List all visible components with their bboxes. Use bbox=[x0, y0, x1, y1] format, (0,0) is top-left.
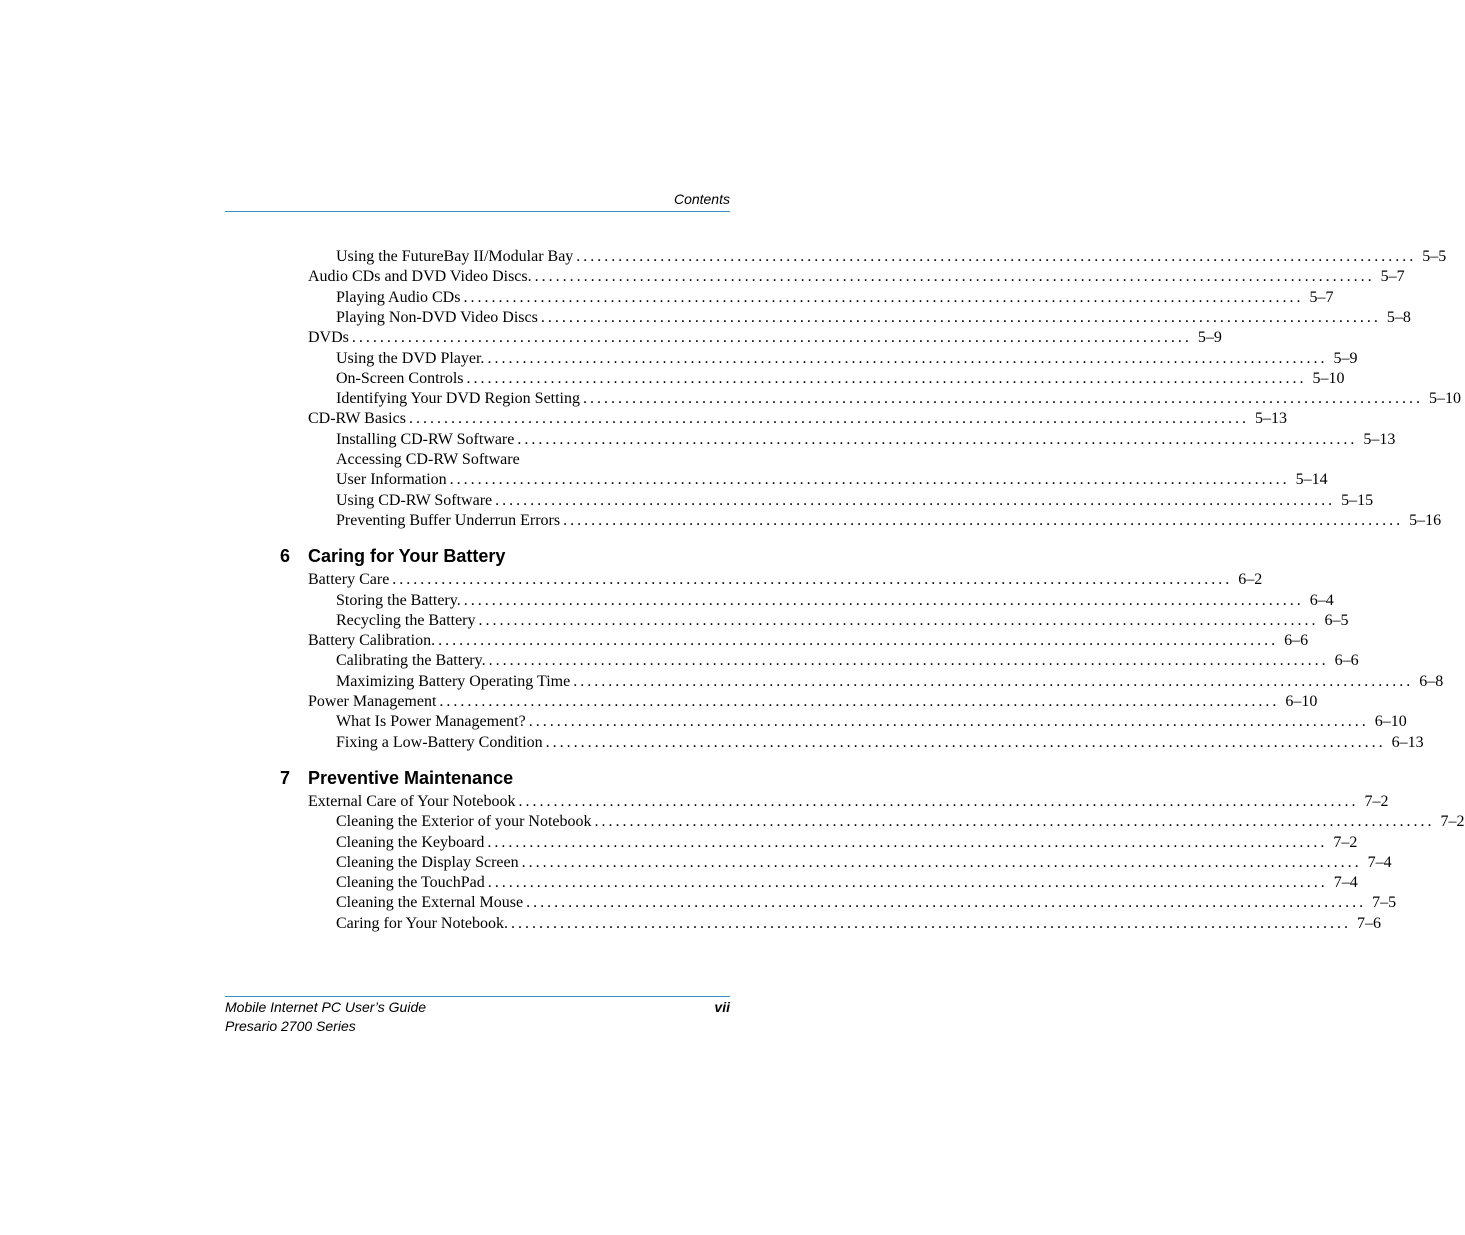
toc-entry[interactable] bbox=[336, 833, 1358, 853]
toc-entry-title: External Care of Your Notebook bbox=[308, 792, 516, 810]
toc-entry-page: 6–10 bbox=[1374, 713, 1407, 731]
toc-entry-title: Cleaning the External Mouse bbox=[336, 894, 524, 912]
toc-entry-title: User Information bbox=[336, 471, 447, 489]
footer-series: Presario 2700 Series bbox=[225, 1018, 356, 1034]
toc-entry[interactable] bbox=[336, 733, 1424, 753]
toc-entry[interactable] bbox=[336, 611, 1349, 631]
toc-entry[interactable] bbox=[336, 470, 1328, 490]
dot-leader: ........................................................................................................................ bbox=[583, 390, 1423, 408]
toc-entry[interactable] bbox=[336, 308, 1411, 328]
toc-entry-page: 5–8 bbox=[1386, 308, 1411, 326]
dot-leader: ........................................................................................................................ bbox=[495, 491, 1336, 509]
toc-entry[interactable] bbox=[336, 389, 1461, 409]
toc-entry-page: 7–2 bbox=[1440, 813, 1465, 831]
dot-leader: ........................................................................................................................ bbox=[408, 410, 1249, 428]
toc-entry-title: Preventing Buffer Underrun Errors bbox=[336, 511, 561, 529]
toc-entry-page: 7–4 bbox=[1367, 853, 1392, 871]
toc-entry-page: 5–9 bbox=[1197, 329, 1222, 347]
dot-leader: ........................................................................................................................ bbox=[487, 349, 1328, 367]
toc-entry-title: Audio CDs and DVD Video Discs. bbox=[308, 268, 532, 286]
toc-entry[interactable] bbox=[308, 409, 1287, 429]
dot-leader: ........................................................................................................................ bbox=[392, 571, 1233, 589]
dot-leader: ........................................................................................................................ bbox=[534, 268, 1375, 286]
toc-entry-page: 5–10 bbox=[1312, 369, 1345, 387]
toc-entry-page: 7–5 bbox=[1372, 894, 1397, 912]
toc-entry-title: Installing CD-RW Software bbox=[336, 430, 515, 448]
toc-entry-page: 5–13 bbox=[1254, 410, 1287, 428]
dot-leader: ........................................................................................................................ bbox=[511, 914, 1351, 932]
toc-entry[interactable] bbox=[336, 712, 1407, 732]
footer-rule bbox=[225, 996, 730, 997]
toc-entry-title: Playing Non-DVD Video Discs bbox=[336, 308, 538, 326]
dot-leader: ........................................................................................................................ bbox=[576, 248, 1417, 265]
toc-entry-title: Battery Care bbox=[308, 571, 390, 589]
dot-leader: ........................................................................................................................ bbox=[488, 652, 1329, 670]
dot-leader: ........................................................................................................................ bbox=[463, 288, 1304, 306]
dot-leader: ........................................................................................................................ bbox=[466, 369, 1307, 387]
header-rule bbox=[225, 211, 730, 212]
toc-entry[interactable] bbox=[336, 511, 1442, 531]
toc-entry-page: 7–2 bbox=[1364, 792, 1389, 810]
dot-leader: ........................................................................................................................ bbox=[463, 591, 1304, 609]
toc-entry-title: Cleaning the Keyboard bbox=[336, 833, 485, 851]
toc-entry-title: Fixing a Low-Battery Condition bbox=[336, 733, 543, 751]
toc-entry-page: 5–9 bbox=[1333, 349, 1358, 367]
chapter-heading bbox=[280, 544, 505, 568]
toc-entry-title: CD-RW Basics bbox=[308, 410, 406, 428]
toc-entry-page: 5–7 bbox=[1380, 268, 1405, 286]
running-header: Contents bbox=[673, 191, 730, 207]
toc-entry-page: 6–5 bbox=[1324, 611, 1349, 629]
toc-entry-title: Power Management bbox=[308, 693, 437, 710]
dot-leader: ........................................................................................................................ bbox=[528, 713, 1369, 731]
toc-entry-title: Using the DVD Player. bbox=[336, 349, 485, 367]
toc-entry[interactable] bbox=[308, 631, 1309, 651]
dot-leader: ........................................................................................................................ bbox=[573, 672, 1414, 690]
toc-entry[interactable] bbox=[336, 491, 1374, 511]
dot-leader: ........................................................................................................................ bbox=[540, 308, 1381, 326]
chapter-heading bbox=[280, 766, 513, 790]
footer-page-number: vii bbox=[714, 999, 730, 1015]
toc-entry[interactable] bbox=[336, 288, 1334, 308]
toc-entry[interactable] bbox=[336, 914, 1381, 934]
toc-entry-page: 5–13 bbox=[1363, 430, 1396, 448]
toc-entry-title: On-Screen Controls bbox=[336, 369, 464, 387]
dot-leader: ........................................................................................................................ bbox=[521, 853, 1362, 871]
toc-entry[interactable] bbox=[336, 853, 1392, 873]
toc-entry-title: Storing the Battery. bbox=[336, 591, 461, 609]
dot-leader: ........................................................................................................................ bbox=[487, 874, 1328, 892]
toc-entry-page: 6–6 bbox=[1284, 632, 1309, 650]
toc-entry[interactable] bbox=[336, 247, 1447, 267]
toc-entry-title: Playing Audio CDs bbox=[336, 288, 461, 306]
chapter-number: 6 bbox=[280, 546, 291, 567]
toc-entry-title: Cleaning the TouchPad bbox=[336, 874, 485, 892]
dot-leader: ........................................................................................................................ bbox=[594, 813, 1435, 831]
dot-leader: ........................................................................................................................ bbox=[563, 511, 1404, 529]
toc-entry-page: 6–8 bbox=[1419, 672, 1444, 690]
chapter-number: 7 bbox=[280, 767, 291, 788]
toc-entry-page: 5–7 bbox=[1309, 288, 1334, 306]
toc-entry-page: 5–16 bbox=[1409, 511, 1442, 529]
toc-entry-title: Using CD-RW Software bbox=[336, 491, 493, 509]
toc-entry-title: Cleaning the Exterior of your Notebook bbox=[336, 813, 592, 831]
toc-entry-page: 5–15 bbox=[1341, 491, 1374, 509]
footer-guide-title: Mobile Internet PC User’s Guide bbox=[225, 999, 427, 1015]
toc-entry[interactable] bbox=[308, 328, 1222, 348]
dot-leader: ........................................................................................................................ bbox=[439, 693, 1280, 710]
toc-entry-page: 7–6 bbox=[1357, 914, 1381, 932]
toc-entry-title: Maximizing Battery Operating Time bbox=[336, 672, 571, 690]
toc-entry-page: 6–6 bbox=[1334, 652, 1359, 670]
dot-leader: ........................................................................................................................ bbox=[526, 894, 1367, 912]
dot-leader: ........................................................................................................................ bbox=[545, 733, 1386, 751]
toc-entry[interactable] bbox=[336, 349, 1358, 369]
toc-entry[interactable] bbox=[308, 267, 1405, 287]
dot-leader: ........................................................................................................................ bbox=[487, 833, 1328, 851]
toc-entry-page: 7–2 bbox=[1333, 833, 1358, 851]
toc-entry-title: DVDs bbox=[308, 329, 349, 347]
toc-entry-title: Battery Calibration. bbox=[308, 632, 436, 650]
toc-entry-page: 6–13 bbox=[1391, 733, 1424, 751]
toc-entry[interactable] bbox=[308, 692, 1318, 712]
dot-leader: ........................................................................................................................ bbox=[518, 792, 1359, 810]
toc-entry-title: Calibrating the Battery. bbox=[336, 652, 486, 670]
toc-entry[interactable] bbox=[336, 812, 1465, 832]
toc-entry-page: 6–2 bbox=[1238, 571, 1263, 589]
toc-entry-title: What Is Power Management? bbox=[336, 713, 526, 731]
toc-entry-title: Accessing CD-RW Software bbox=[336, 451, 520, 468]
toc-entry[interactable] bbox=[336, 651, 1359, 671]
toc-entry-page: 5–10 bbox=[1429, 390, 1461, 408]
toc-entry[interactable] bbox=[336, 873, 1358, 893]
footer-book-title bbox=[225, 998, 426, 1036]
toc-entry[interactable] bbox=[336, 369, 1345, 389]
toc-entry[interactable] bbox=[308, 792, 1389, 812]
toc-entry-page: 7–4 bbox=[1333, 874, 1358, 892]
chapter-title: Preventive Maintenance bbox=[308, 767, 514, 788]
toc-entry-title: Using the FutureBay II/Modular Bay bbox=[336, 248, 574, 265]
toc-entry[interactable] bbox=[336, 450, 730, 470]
toc-entry[interactable] bbox=[336, 430, 1396, 450]
toc-entry-title: Recycling the Battery bbox=[336, 611, 476, 629]
toc-entry[interactable] bbox=[336, 672, 1444, 692]
dot-leader: ........................................................................................................................ bbox=[438, 632, 1279, 650]
toc-entry-title: Caring for Your Notebook. bbox=[336, 914, 508, 932]
toc-entry[interactable] bbox=[308, 570, 1263, 590]
toc-entry-page: 6–4 bbox=[1309, 591, 1334, 609]
toc-entry-page: 5–5 bbox=[1422, 248, 1447, 265]
toc-entry-title: Identifying Your DVD Region Setting bbox=[336, 390, 580, 408]
toc-entry-title: Cleaning the Display Screen bbox=[336, 853, 519, 871]
toc-entry[interactable] bbox=[336, 893, 1397, 913]
dot-leader: ........................................................................................................................ bbox=[449, 471, 1290, 489]
toc-entry-page: 6–10 bbox=[1285, 693, 1318, 710]
toc-entry-page: 5–14 bbox=[1295, 471, 1328, 489]
dot-leader: ........................................................................................................................ bbox=[351, 329, 1192, 347]
dot-leader: ........................................................................................................................ bbox=[478, 611, 1319, 629]
toc-entry[interactable] bbox=[336, 591, 1334, 611]
dot-leader: ........................................................................................................................ bbox=[517, 430, 1358, 448]
chapter-title: Caring for Your Battery bbox=[308, 546, 506, 567]
